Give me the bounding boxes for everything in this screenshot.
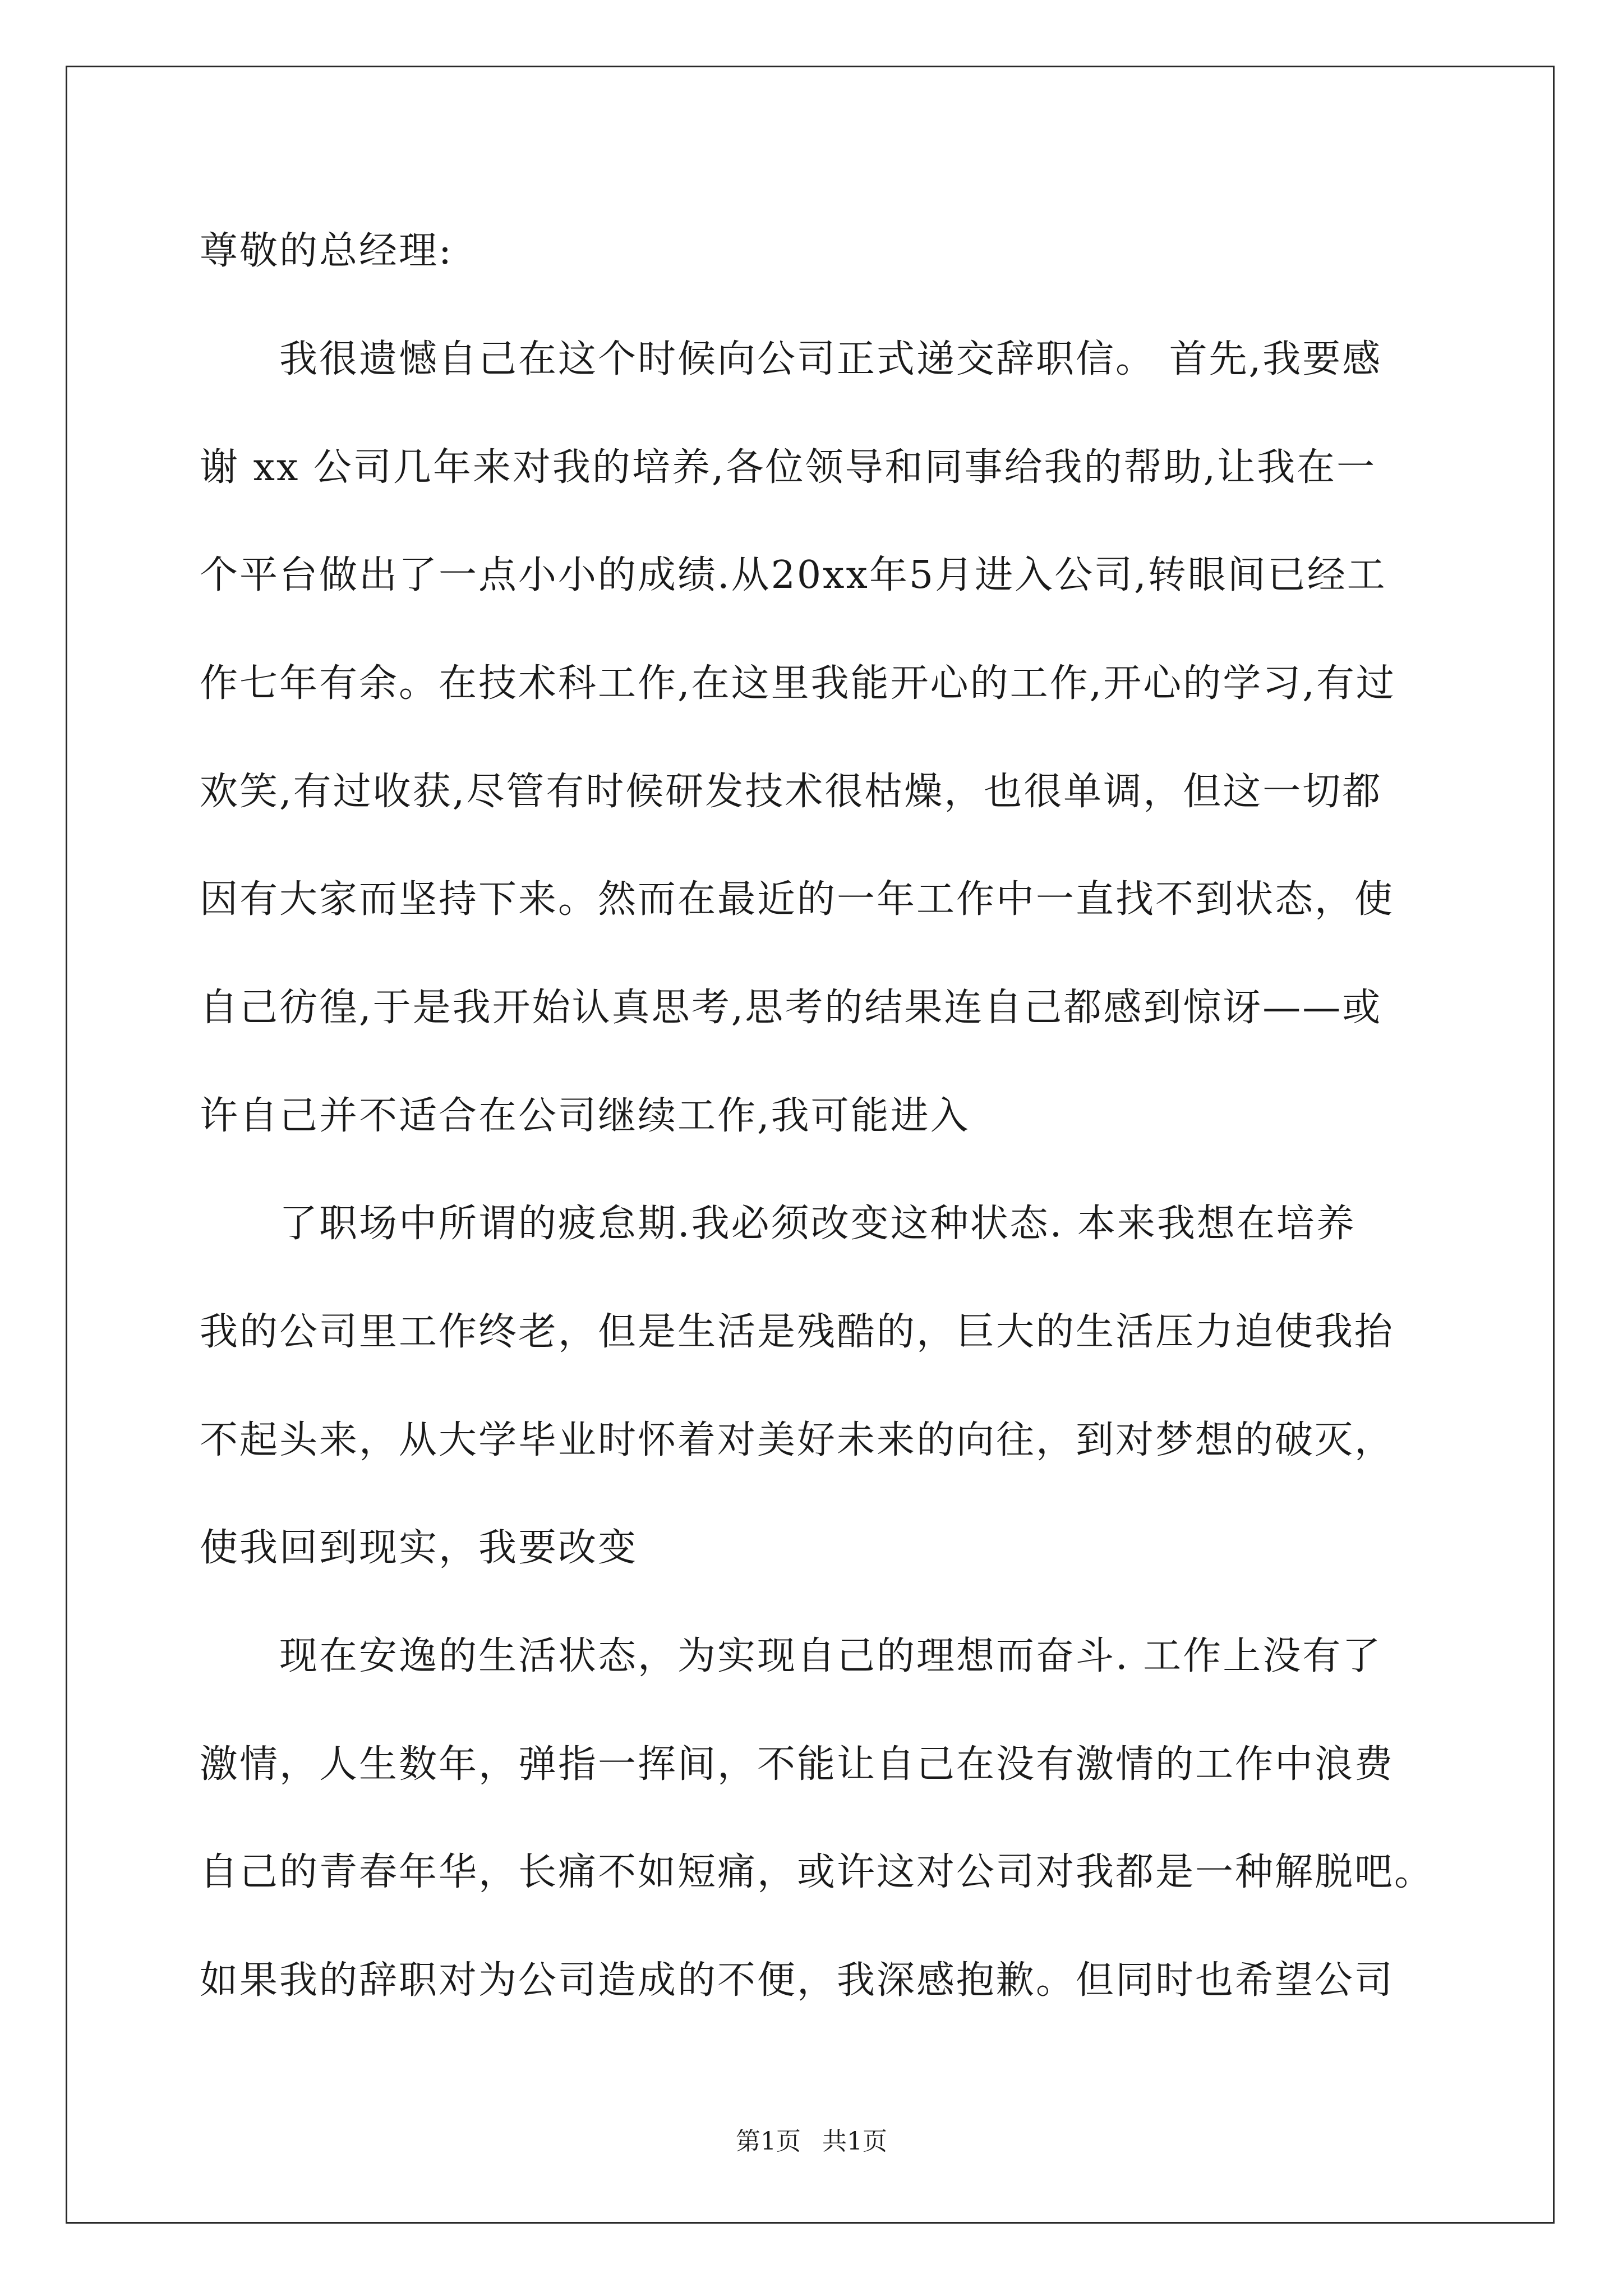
text-line-13: 使我回到现实，我要改变 xyxy=(200,1526,638,1570)
text-line-1: 尊敬的总经理: xyxy=(200,229,453,273)
text-line-4: 个平台做出了一点小小的成绩.从20xx年5月进入公司,转眼间已经工 xyxy=(200,553,1387,597)
text-line-6: 欢笑,有过收获,尽管有时候研发技术很枯燥，也很单调，但这一切都 xyxy=(200,770,1382,814)
page-border xyxy=(66,66,1555,2224)
text-line-7: 因有大家而坚持下来。然而在最近的一年工作中一直找不到状态，使 xyxy=(200,877,1395,922)
text-line-9: 许自己并不适合在公司继续工作,我可能进入 xyxy=(200,1094,970,1138)
text-line-14: 现在安逸的生活状态，为实现自己的理想而奋斗. 工作上没有了 xyxy=(200,1634,1382,1678)
text-line-3: 谢 xx 公司几年来对我的培养,各位领导和同事给我的帮助,让我在一 xyxy=(200,445,1377,490)
page-footer xyxy=(0,2129,1623,2154)
total-pages-label: 共1页 xyxy=(822,2127,887,2156)
text-line-16: 自己的青春年华，长痛不如短痛，或许这对公司对我都是一种解脱吧。 xyxy=(200,1850,1435,1894)
text-line-11: 我的公司里工作终老，但是生活是残酷的，巨大的生活压力迫使我抬 xyxy=(200,1310,1395,1354)
page-number-label: 第1页 xyxy=(736,2127,801,2156)
text-line-2: 我很遗憾自己在这个时候向公司正式递交辞职信。 首先,我要感 xyxy=(200,337,1382,381)
text-line-15: 激情，人生数年，弹指一挥间，不能让自己在没有激情的工作中浪费 xyxy=(200,1742,1395,1787)
text-line-5: 作七年有余。在技术科工作,在这里我能开心的工作,开心的学习,有过 xyxy=(200,661,1396,706)
text-line-17: 如果我的辞职对为公司造成的不便，我深感抱歉。但同时也希望公司 xyxy=(200,1958,1395,2003)
text-line-12: 不起头来，从大学毕业时怀着对美好未来的向往，到对梦想的破灭， xyxy=(200,1418,1395,1462)
text-line-8: 自己彷徨,于是我开始认真思考,思考的结果连自己都感到惊讶——或 xyxy=(200,986,1382,1030)
text-line-10: 了职场中所谓的疲怠期.我必须改变这种状态. 本来我想在培养 xyxy=(200,1202,1356,1246)
